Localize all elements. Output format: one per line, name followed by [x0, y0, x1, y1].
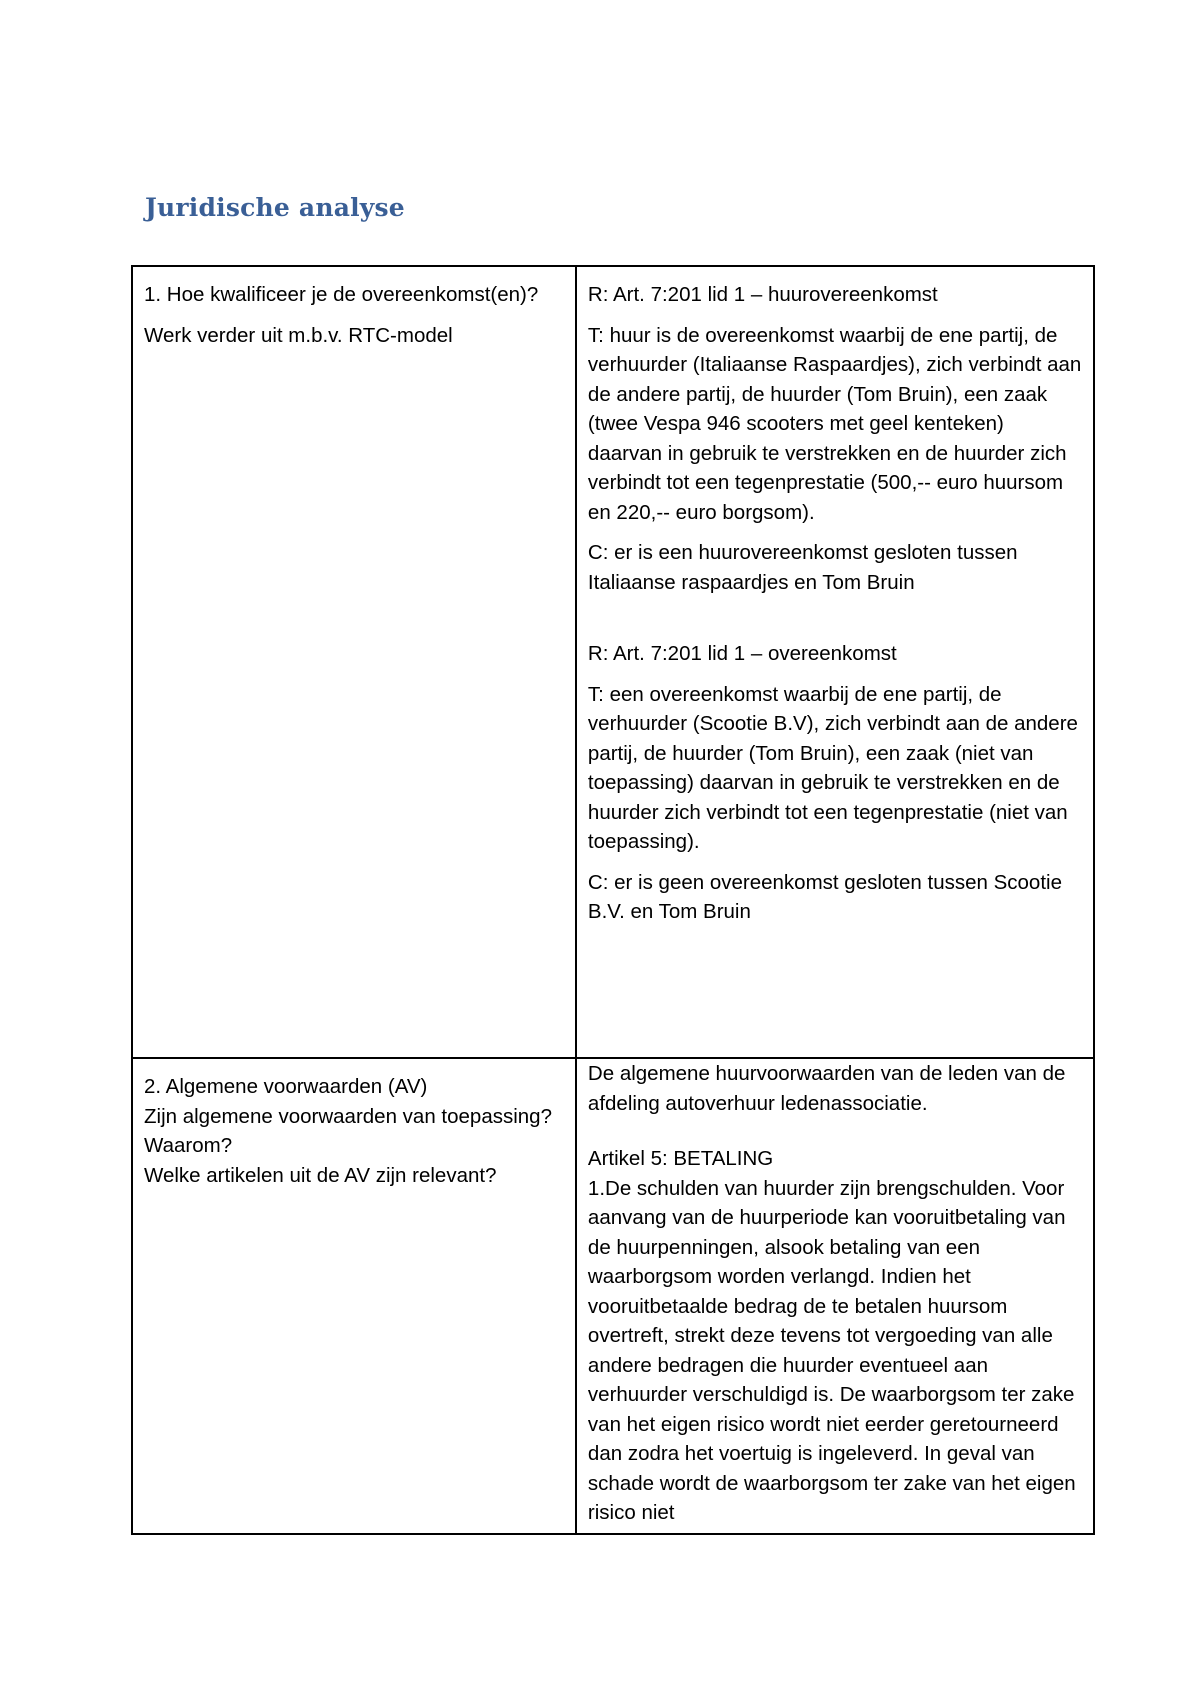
question-cell	[132, 1058, 576, 1534]
page-title: Juridische analyse	[145, 193, 405, 222]
article-heading: Artikel 5: BETALING	[587, 1147, 774, 1170]
question-instruction: Werk verder uit m.b.v. RTC-model	[144, 323, 453, 347]
question-text: Zijn algemene voorwaarden van toepassing? Waarom?	[144, 1104, 552, 1157]
answer-cell	[576, 1058, 1094, 1534]
analysis-table	[131, 265, 1095, 1535]
question-text: 2. Algemene voorwaarden (AV)	[144, 1075, 428, 1098]
question-cell	[132, 266, 576, 1058]
conclusion-text: C: er is een huurovereenkomst gesloten tussen Italiaanse raspaardjes en Tom Bruin	[587, 541, 1018, 594]
table-row-qualification	[132, 266, 1094, 1058]
answer-cell	[576, 266, 1094, 1058]
conclusion-text: C: er is geen overeenkomst gesloten tussen Scootie B.V. en Tom Bruin	[587, 870, 1062, 923]
question-text: 1. Hoe kwalificeer je de overeenkomst(en)?	[144, 283, 539, 306]
article-text: 1.De schulden van huurder zijn brengschulden. Voor aanvang van de huurperiode kan vooruitbetaling van de huurpenningen, alsook betaling van een waarborgsom worden verlangd. Indien het vooruitbetaalde bedrag de te betalen huursom overtreft, strekt deze tevens tot vergoeding van alle andere bedragen die huurder eventueel aan verhuurder verschuldigd is. De waarborgsom ter zake van het eigen risico wordt niet eerder geretourneerd dan zodra het voertuig is ingeleverd. In geval van schade wordt de waarborgsom ter zake van het eigen risico niet	[587, 1176, 1076, 1524]
test-text: T: een overeenkomst waarbij de ene partij, de verhuurder (Scootie B.V), zich verbindt aan de andere partij, de huurder (Tom Bruin), een zaak (niet van toepassing) daarvan in gebruik te verstrekken en de huurder zich verbindt tot een tegenprestatie (niet van toepassing).	[587, 682, 1078, 853]
rule-text: R: Art. 7:201 lid 1 – overeenkomst	[587, 642, 897, 665]
test-text: T: huur is de overeenkomst waarbij de ene partij, de verhuurder (Italiaanse Raspaardjes), zich verbindt aan de andere partij, de huurder (Tom Bruin), een zaak (twee Vespa 946 scooters met geel kenteken) daarvan in gebruik te verstrekken en de huurder zich verbindt tot een tegenprestatie (500,-- euro huursom en 220,-- euro borgsom).	[587, 323, 1082, 524]
table-row-general-terms	[132, 1058, 1094, 1534]
rule-text: R: Art. 7:201 lid 1 – huurovereenkomst	[587, 283, 938, 306]
terms-intro: De algemene huurvoorwaarden van de leden van de afdeling autoverhuur ledenassociatie.	[587, 1062, 1066, 1115]
question-text: Welke artikelen uit de AV zijn relevant?	[144, 1163, 497, 1187]
